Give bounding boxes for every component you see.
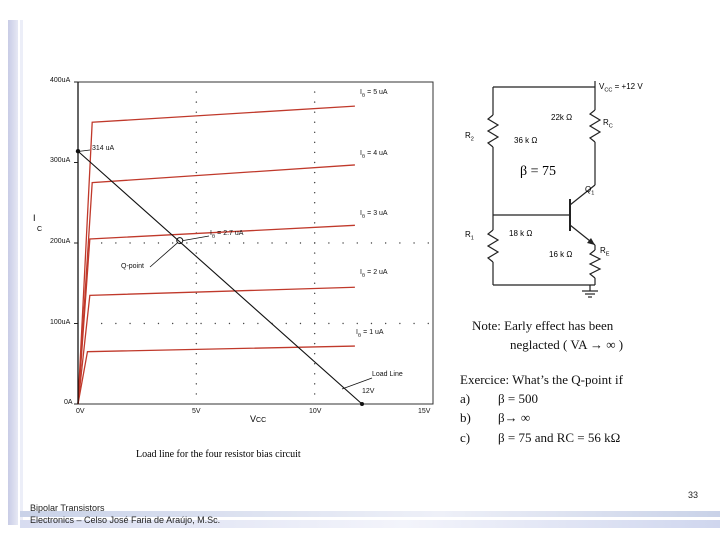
grid-dot [357, 323, 358, 324]
ib2-label: $I_B = 2$ uA [360, 269, 388, 279]
exercise-item-b: β→ ∞ [498, 410, 531, 425]
grid-dot [314, 313, 315, 314]
grid-dot [196, 162, 197, 163]
grid-dot [314, 353, 315, 354]
grid-dot [196, 363, 197, 364]
grid-dot [314, 132, 315, 133]
grid-dot [314, 172, 315, 173]
grid-dot [229, 242, 230, 243]
x-tick-15: 15V [418, 408, 431, 415]
load-line-label: Load Line [372, 371, 403, 378]
grid-dot [428, 323, 429, 324]
chart-curves [78, 82, 362, 404]
grid-dot [186, 242, 187, 243]
r2-value-label: 36 k Ω [514, 136, 538, 145]
grid-dot [413, 242, 414, 243]
exercise-letter-b: b) [460, 410, 471, 425]
grid-dot [314, 111, 315, 112]
grid-dot [314, 363, 315, 364]
grid-dot [196, 142, 197, 143]
grid-dot [196, 272, 197, 273]
grid-dot [196, 101, 197, 102]
exercise-item-a: β = 500 [498, 391, 538, 406]
grid-dot [144, 242, 145, 243]
grid-dot [271, 242, 272, 243]
grid-dot [286, 323, 287, 324]
grid-dot [314, 232, 315, 233]
y-axis-label: I C [33, 213, 43, 233]
x-tick-10: 10V [309, 408, 322, 415]
ic-curve-ib3 [78, 225, 355, 404]
grid-dot [314, 272, 315, 273]
x-axis-label: VCC [250, 414, 267, 424]
grid-dot [314, 122, 315, 123]
grid-dot [314, 212, 315, 213]
rc-label: $R_C$ [603, 118, 613, 130]
grid-dot [196, 122, 197, 123]
grid-dot [129, 323, 130, 324]
page-number: 33 [688, 490, 699, 500]
chart-plot-frame [78, 82, 433, 404]
grid-dot [196, 152, 197, 153]
grid-dot [314, 323, 315, 324]
grid-dot [215, 323, 216, 324]
grid-dot [413, 323, 414, 324]
grid-dot [314, 101, 315, 102]
grid-dot [314, 283, 315, 284]
chart-grid [101, 91, 429, 394]
beta-label: β = 75 [520, 164, 557, 179]
grid-dot [257, 323, 258, 324]
y-tick-100: 100uA [50, 319, 71, 326]
grid-dot [314, 252, 315, 253]
grid-dot [196, 91, 197, 92]
q1-label: $Q_1$ [585, 185, 595, 197]
grid-dot [314, 162, 315, 163]
r1-label: $R_1$ [465, 230, 474, 242]
y-intercept-pointer [80, 150, 90, 151]
grid-dot [399, 242, 400, 243]
ib1-label: $I_B = 1$ uA [356, 329, 384, 339]
x-tick-0: 0V [76, 408, 85, 415]
ic-curve-ib4 [78, 165, 355, 404]
grid-dot [196, 323, 197, 324]
grid-dot [257, 242, 258, 243]
r1-value-label: 18 k Ω [509, 229, 533, 238]
grid-dot [196, 262, 197, 263]
grid-dot [115, 323, 116, 324]
grid-dot [196, 111, 197, 112]
q-point-pointer [150, 243, 178, 267]
footer-author: Electronics – Celso José Faria de Araújo, M.Sc. [30, 515, 221, 525]
grid-dot [314, 222, 315, 223]
grid-dot [196, 252, 197, 253]
grid-dot [196, 393, 197, 394]
grid-dot [196, 293, 197, 294]
grid-dot [399, 323, 400, 324]
grid-dot [196, 333, 197, 334]
x-tick-5: 5V [192, 408, 201, 415]
grid-dot [196, 303, 197, 304]
grid-dot [314, 373, 315, 374]
y-tick-0: 0A [64, 399, 73, 406]
grid-dot [196, 192, 197, 193]
y-tick-200: 200uA [50, 238, 71, 245]
grid-dot [196, 132, 197, 133]
grid-dot [385, 323, 386, 324]
grid-dot [342, 242, 343, 243]
grid-dot [314, 202, 315, 203]
grid-dot [196, 383, 197, 384]
x-intercept-dot [360, 402, 364, 406]
grid-dot [314, 182, 315, 183]
ib-q-pointer [183, 236, 209, 241]
rc-resistor [590, 110, 600, 142]
grid-dot [428, 242, 429, 243]
grid-dot [328, 323, 329, 324]
q-point-label: Q-point [121, 263, 144, 270]
grid-dot [229, 323, 230, 324]
grid-dot [158, 242, 159, 243]
y-tick-400: 400uA [50, 77, 71, 84]
grid-dot [314, 262, 315, 263]
exercise-letter-a: a) [460, 391, 471, 406]
y-intercept-label: 314 uA [92, 145, 115, 152]
load-line [78, 151, 362, 404]
grid-dot [314, 142, 315, 143]
grid-dot [196, 172, 197, 173]
grid-dot [101, 242, 102, 243]
re-label: $R_E$ [600, 246, 610, 258]
exercise-letter-c: c) [460, 430, 471, 445]
grid-dot [196, 202, 197, 203]
ib5-label: $I_B = 5$ uA [360, 89, 388, 99]
grid-dot [129, 242, 130, 243]
grid-dot [200, 242, 201, 243]
grid-dot [300, 242, 301, 243]
re-resistor [590, 250, 600, 278]
grid-dot [314, 343, 315, 344]
ic-curve-ib2 [78, 287, 355, 404]
grid-dot [115, 242, 116, 243]
grid-dot [101, 323, 102, 324]
grid-dot [314, 383, 315, 384]
grid-dot [172, 242, 173, 243]
grid-dot [314, 393, 315, 394]
grid-dot [314, 91, 315, 92]
note-line-2: neglacted ( VA → ∞ ) [510, 337, 624, 352]
r2-label: $R_2$ [465, 131, 474, 143]
grid-dot [385, 242, 386, 243]
bias-circuit-schematic [455, 75, 655, 310]
y-intercept-dot [76, 149, 80, 153]
r2-resistor [488, 115, 498, 147]
grid-dot [196, 343, 197, 344]
grid-dot [172, 323, 173, 324]
grid-dot [314, 293, 315, 294]
grid-dot [158, 323, 159, 324]
grid-dot [371, 242, 372, 243]
ib4-label: $I_B = 4$ uA [360, 150, 388, 160]
footer-title: Bipolar Transistors [30, 503, 105, 513]
ic-curve-ib1 [78, 346, 355, 404]
grid-dot [314, 152, 315, 153]
ib-q-label: $I_B = 2.7$ uA [210, 230, 244, 240]
grid-dot [196, 313, 197, 314]
grid-dot [314, 333, 315, 334]
chart-caption: Load line for the four resistor bias circuit [136, 449, 301, 460]
grid-dot [144, 323, 145, 324]
exercise-title: Exercice: What’s the Q-point if [460, 372, 623, 387]
exercise-item-c: β = 75 and RC = 56 kΩ [498, 430, 621, 445]
grid-dot [196, 212, 197, 213]
ic-curve-ib5 [78, 106, 355, 404]
r1-resistor [488, 230, 498, 262]
grid-dot [215, 242, 216, 243]
grid-dot [196, 373, 197, 374]
grid-dot [371, 323, 372, 324]
grid-dot [200, 323, 201, 324]
grid-dot [286, 242, 287, 243]
grid-dot [186, 323, 187, 324]
grid-dot [300, 323, 301, 324]
y-tick-300: 300uA [50, 157, 71, 164]
grid-dot [314, 242, 315, 243]
x-intercept-label: 12V [362, 388, 375, 395]
grid-dot [314, 192, 315, 193]
re-value-label: 16 k Ω [549, 250, 573, 259]
grid-dot [328, 242, 329, 243]
ib3-label: $I_B = 3$ uA [360, 210, 388, 220]
grid-dot [196, 182, 197, 183]
grid-dot [196, 283, 197, 284]
note-line-1: Note: Early effect has been [472, 318, 614, 333]
grid-dot [342, 323, 343, 324]
grid-dot [196, 222, 197, 223]
grid-dot [243, 323, 244, 324]
grid-dot [196, 242, 197, 243]
grid-dot [314, 303, 315, 304]
vcc-label: $V_{CC} = +12$ V [599, 82, 643, 94]
rc-value-label: 22k Ω [551, 113, 573, 122]
grid-dot [196, 353, 197, 354]
grid-dot [243, 242, 244, 243]
grid-dot [357, 242, 358, 243]
